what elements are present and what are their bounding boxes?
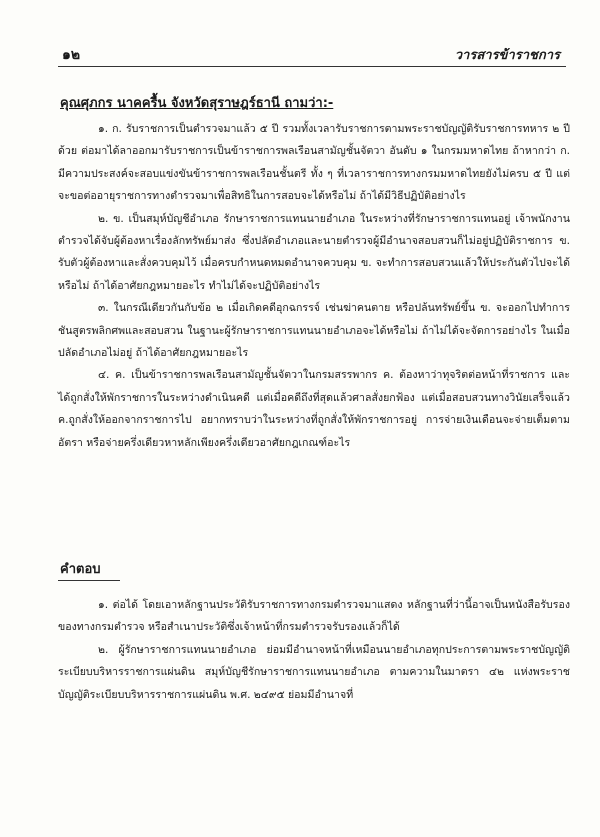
question-asker: คุณศุภกร นาคครื้น จังหวัดสุราษฎร์ธานี ถามว่า:-	[60, 96, 334, 111]
page-number: ๑๒	[62, 47, 81, 63]
question-paragraph: ๒. ข. เป็นสมุห์บัญชีอำเภอ รักษาราชการแทนนายอำเภอ ในระหว่างที่รักษาราชการแทนอยู่ เจ้าพนักงานตำรวจได้จับผู้ต้องหาเรื่องลักทรัพย์มาส่ง ซึ่งปลัดอำเภอและนายตำรวจผู้มีอำนาจสอบสวนก็ไม่อยู่ปฏิบัติราชการ ข. รับตัวผู้ต้องหาและสั่งควบคุมไว้ เมื่อครบกำหนดหมดอำนาจควบคุม ข. จะทำการสอบสวนแล้วให้ประกันตัวไปจะได้หรือไม่ ถ้าได้อาศัยกฎหมายอะไร ทำไม่ได้จะปฏิบัติอย่างไร	[58, 212, 570, 292]
header-rule	[58, 66, 566, 67]
questions-section	[58, 118, 570, 454]
answers-section	[58, 594, 570, 706]
answer-heading-rule	[58, 580, 120, 581]
answer-heading: คำตอบ	[60, 562, 101, 577]
journal-title: วารสารข้าราชการ	[454, 48, 560, 63]
question-paragraph: ๑. ก. รับราชการเป็นตำรวจมาแล้ว ๕ ปี รวมทั้งเวลารับราชการตามพระราชบัญญัติรับราชการทหาร ๒ ปีด้วย ต่อมาได้ลาออกมารับราชการเป็นข้าราชการพลเรือนสามัญชั้นจัตวา อันดับ ๑ ในกรมมหาดไทย ถ้าหากว่า ก. มีความประสงค์จะสอบแข่งขันข้าราชการพลเรือนชั้นตรี ทั้ง ๆ ที่เวลาราชการทางกรมมหาดไทยยังไม่ครบ ๕ ปี แต่จะขอต่ออายุราชการทางตำรวจมาเพื่อสิทธิในการสอบจะได้หรือไม่ ถ้าได้มีวิธีปฏิบัติอย่างไร	[58, 123, 570, 203]
answer-paragraph: ๒. ผู้รักษาราชการแทนนายอำเภอ ย่อมมีอำนาจหน้าที่เหมือนนายอำเภอทุกประการตามพระราชบัญญัติระเบียบบริหารราชการแผ่นดิน สมุห์บัญชีรักษาราชการแทนนายอำเภอ ตามความในมาตรา ๔๒ แห่งพระราชบัญญัติระเบียบบริหารราชการแผ่นดิน พ.ศ. ๒๔๙๕ ย่อมมีอำนาจที่	[58, 643, 570, 701]
answer-paragraph: ๑. ต่อได้ โดยเอาหลักฐานประวัติรับราชการทางกรมตำรวจมาแสดง หลักฐานที่ว่านี้อาจเป็นหนังสือรับรองของทางกรมตำรวจ หรือสำเนาประวัติซึ่งเจ้าหน้าที่กรมตำรวจรับรองแล้วก็ได้	[58, 599, 570, 634]
question-paragraph: ๔. ค. เป็นข้าราชการพลเรือนสามัญชั้นจัตวาในกรมสรรพากร ค. ต้องหาว่าทุจริตต่อหน้าที่ราชการ และได้ถูกสั่งให้พักราชการในระหว่างดำเนินคดี แต่เมื่อคดีถึงที่สุดแล้วศาลสั่งยกฟ้อง แต่เมื่อสอบสวนทางวินัยเสร็จแล้วค.ถูกสั่งให้ออกจากราชการไป อยากทราบว่าในระหว่างที่ถูกสั่งให้พักราชการอยู่ การจ่ายเงินเดือนจะจ่ายเต็มตามอัตรา หรือจ่ายครึ่งเดียวหาหลักเพียงครึ่งเดียวอาศัยกฎเกณฑ์อะไร	[58, 369, 570, 449]
question-paragraph: ๓. ในกรณีเดียวกันกับข้อ ๒ เมื่อเกิดคดีอุกฉกรรจ์ เช่นฆ่าคนตาย หรือปล้นทรัพย์ขึ้น ข. จะออกไปทำการชันสูตรพลิกศพและสอบสวน ในฐานะผู้รักษาราชการแทนนายอำเภอจะได้หรือไม่ ถ้าไม่ได้จะจัดการอย่างไร ในเมื่อปลัดอำเภอไม่อยู่ ถ้าได้อาศัยกฎหมายอะไร	[58, 302, 570, 360]
